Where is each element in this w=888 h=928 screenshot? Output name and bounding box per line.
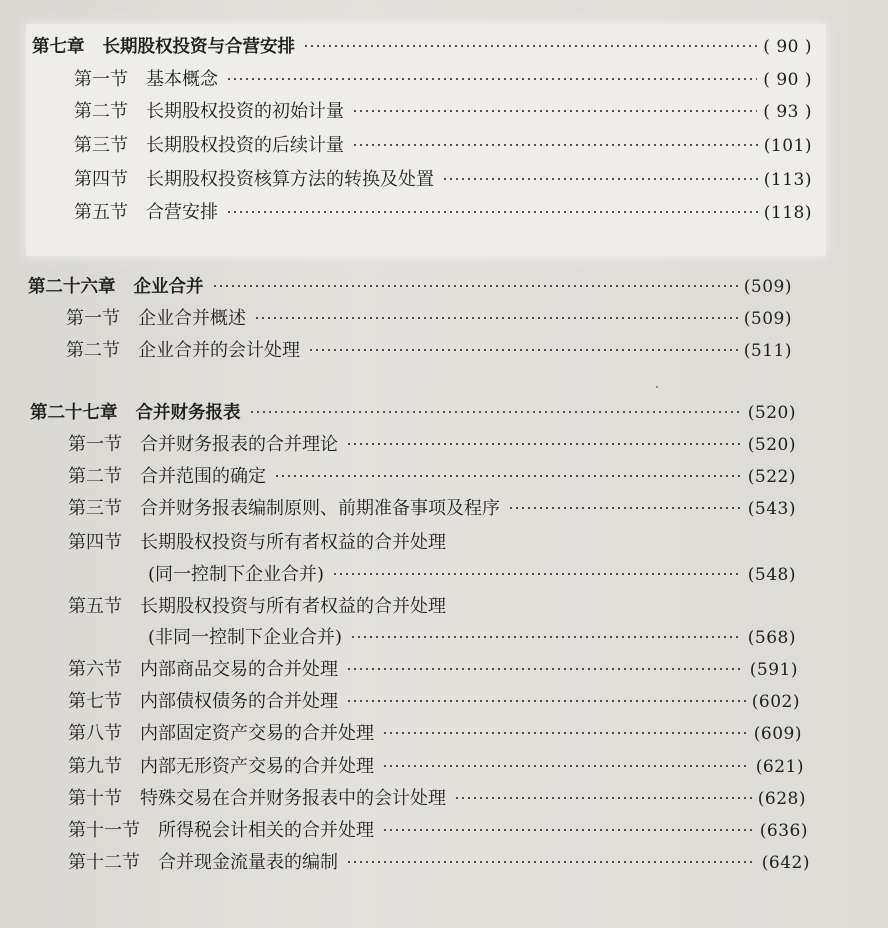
dot-leader	[346, 860, 756, 864]
section-number: 第二节	[66, 340, 120, 361]
page-number: ( 90 )	[763, 37, 812, 57]
dot-leader	[442, 177, 758, 181]
section-subtitle: (非同一控制下企业合并)	[148, 627, 343, 648]
page-number: (101)	[763, 136, 812, 156]
dot-leader	[274, 474, 742, 478]
section-title: 内部商品交易的合并处理	[140, 659, 338, 680]
section-entry	[74, 135, 812, 157]
page-number: (522)	[747, 467, 796, 487]
section-title: 内部固定资产交易的合并处理	[140, 723, 374, 744]
section-title: 所得税会计相关的合并处理	[158, 820, 374, 841]
section-entry	[74, 169, 812, 191]
dot-leader	[352, 143, 758, 147]
section-title: 长期股权投资的后续计量	[146, 135, 344, 156]
page-number: (602)	[751, 692, 800, 712]
dot-leader	[346, 699, 746, 703]
dot-leader	[303, 44, 757, 48]
chapter-title: 合并财务报表	[135, 403, 241, 423]
chapter-27-entry	[30, 402, 796, 424]
page-number: (511)	[743, 341, 792, 361]
dot-leader	[308, 348, 738, 352]
section-number: 第四节	[74, 169, 128, 190]
section-title: 内部债权债务的合并处理	[140, 691, 338, 712]
dot-leader	[382, 764, 750, 768]
page-number: (621)	[755, 757, 804, 777]
dot-leader	[352, 109, 757, 113]
section-title: 长期股权投资与所有者权益的合并处理	[140, 596, 446, 617]
page-number: (520)	[747, 435, 796, 455]
section-title: 合并财务报表编制原则、前期准备事项及程序	[140, 498, 500, 519]
section-title: 合营安排	[146, 202, 218, 223]
section-title: 长期股权投资核算方法的转换及处置	[146, 169, 434, 190]
dot-leader	[332, 572, 742, 576]
section-number: 第八节	[68, 723, 122, 744]
section-subtitle: (同一控制下企业合并)	[148, 564, 325, 585]
section-entry	[66, 308, 792, 330]
section-number: 第五节	[68, 596, 122, 617]
page-number: ( 93 )	[763, 102, 812, 122]
dot-leader	[346, 442, 742, 446]
section-title: 基本概念	[146, 69, 218, 90]
section-number: 第四节	[68, 532, 122, 553]
chapter-7-entry	[32, 36, 812, 58]
section-entry	[66, 340, 792, 362]
section-entry	[68, 756, 804, 778]
section-number: 第二节	[74, 101, 128, 122]
page-number: (509)	[743, 309, 792, 329]
section-title: 合并范围的确定	[140, 466, 266, 487]
dot-leader	[254, 316, 738, 320]
page-number: (509)	[743, 277, 792, 297]
section-number: 第一节	[74, 69, 128, 90]
section-number: 第六节	[68, 659, 122, 680]
section-entry	[68, 596, 796, 618]
page-number: (118)	[763, 203, 812, 223]
section-number: 第五节	[74, 202, 128, 223]
dot-leader	[382, 828, 754, 832]
page-number: (548)	[747, 565, 796, 585]
chapter-26-entry	[28, 276, 792, 298]
dot-leader	[382, 731, 748, 735]
section-number: 第七节	[68, 691, 122, 712]
section-entry	[74, 202, 812, 224]
dot-leader	[226, 77, 757, 81]
dot-leader	[226, 210, 758, 214]
page-number: ( 90 )	[763, 70, 812, 90]
section-title: 内部无形资产交易的合并处理	[140, 756, 374, 777]
dot-leader	[454, 796, 752, 800]
section-entry	[68, 691, 800, 713]
section-number: 第十二节	[68, 852, 140, 873]
section-title: 企业合并概述	[138, 308, 246, 329]
section-entry	[74, 101, 812, 123]
section-number: 第十一节	[68, 820, 140, 841]
page-number: (636)	[759, 821, 808, 841]
section-entry	[68, 788, 806, 810]
section-title: 合并财务报表的合并理论	[140, 434, 338, 455]
section-continuation	[148, 627, 796, 649]
chapter-number: 第七章	[32, 37, 85, 57]
section-number: 第一节	[66, 308, 120, 329]
page-number: (520)	[747, 403, 796, 423]
page-number: (543)	[747, 499, 796, 519]
section-number: 第三节	[74, 135, 128, 156]
chapter-number: 第二十七章	[30, 403, 118, 423]
chapter-title: 企业合并	[133, 277, 204, 297]
page-number: (113)	[763, 170, 812, 190]
chapter-number: 第二十六章	[28, 277, 116, 297]
section-continuation	[148, 564, 796, 586]
section-number: 第一节	[68, 434, 122, 455]
chapter-title: 长期股权投资与合营安排	[102, 37, 295, 57]
section-number: 第三节	[68, 498, 122, 519]
section-title: 长期股权投资与所有者权益的合并处理	[140, 532, 446, 553]
dot-leader	[212, 284, 738, 288]
section-title: 长期股权投资的初始计量	[146, 101, 344, 122]
page-number: (628)	[757, 789, 806, 809]
page-number: (609)	[753, 724, 802, 744]
page-number: (642)	[761, 853, 810, 873]
section-title: 特殊交易在合并财务报表中的会计处理	[140, 788, 446, 809]
section-entry	[68, 498, 796, 520]
dot-leader	[350, 635, 742, 639]
page-number: (591)	[749, 660, 798, 680]
section-entry	[68, 852, 810, 874]
dot-leader	[249, 410, 742, 414]
section-entry	[68, 434, 796, 456]
section-entry	[68, 466, 796, 488]
page-number: (568)	[747, 628, 796, 648]
section-entry	[68, 723, 802, 745]
section-title: 合并现金流量表的编制	[158, 852, 338, 873]
paper-speck	[656, 386, 658, 388]
section-entry	[74, 69, 812, 91]
section-entry	[68, 532, 796, 554]
section-number: 第二节	[68, 466, 122, 487]
section-title: 企业合并的会计处理	[138, 340, 300, 361]
section-entry	[68, 820, 808, 842]
dot-leader	[346, 667, 744, 671]
section-number: 第十节	[68, 788, 122, 809]
section-entry	[68, 659, 798, 681]
dot-leader	[508, 506, 742, 510]
section-number: 第九节	[68, 756, 122, 777]
